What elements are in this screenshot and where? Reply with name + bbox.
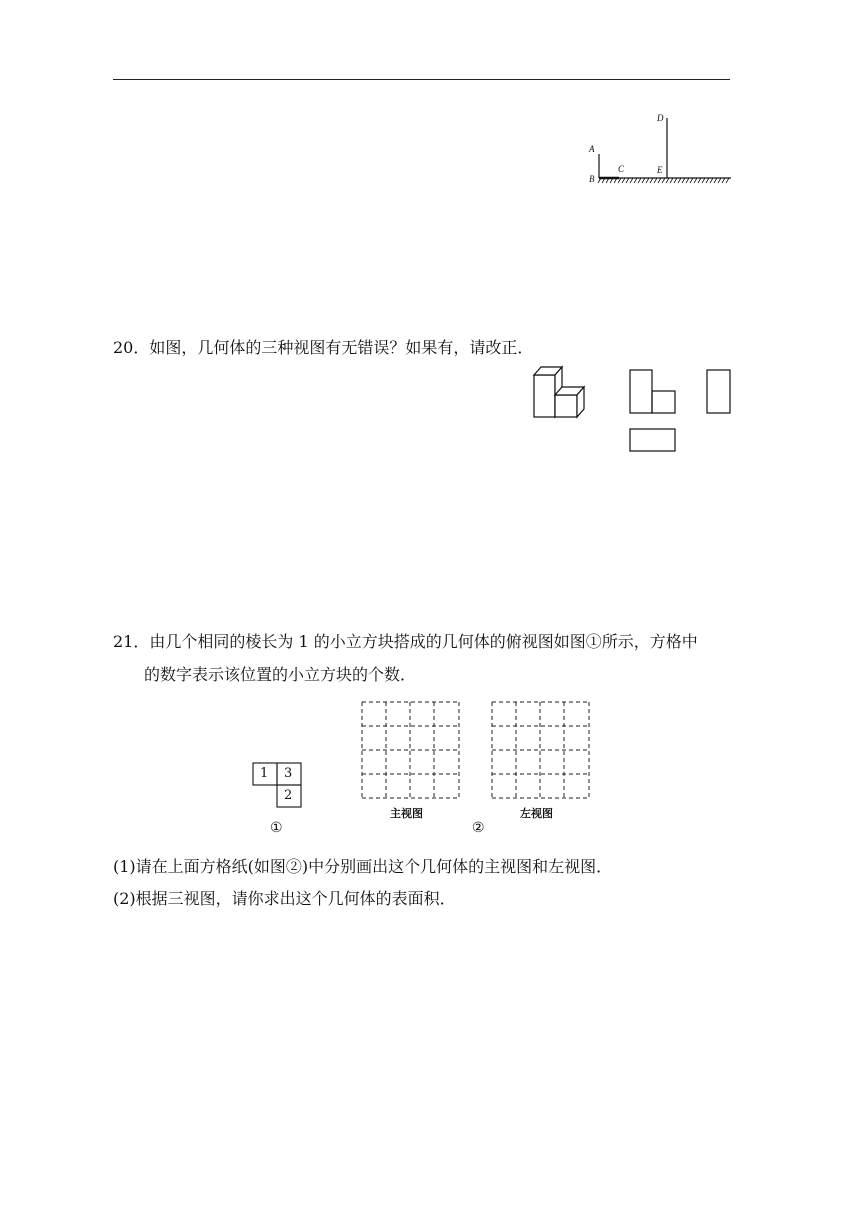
- grid-cell-1: 1: [260, 766, 269, 781]
- question-text: 如图，几何体的三种视图有无错误？如果有，请改正．: [149, 338, 534, 357]
- q20-top-view: [629, 428, 679, 454]
- question-number: 20．: [113, 338, 150, 357]
- figure-2-label: ②: [472, 820, 485, 836]
- q20-front-view: [629, 369, 679, 415]
- q20-solid-drawing: [533, 363, 593, 418]
- question-21-part-2: (2)根据三视图，请你求出这个几何体的表面积．: [113, 889, 456, 908]
- left-view-grid: [491, 701, 591, 801]
- left-view-caption: 左视图: [520, 807, 553, 820]
- label-e: E: [657, 165, 663, 175]
- header-rule: [113, 79, 730, 80]
- label-d: D: [657, 113, 664, 123]
- figure-1-label: ①: [270, 820, 283, 836]
- front-view-grid: [361, 701, 461, 801]
- question-20: [113, 338, 533, 358]
- grid-cell-3: 3: [284, 766, 293, 781]
- question-text-line1: 由几个相同的棱长为 1 的小立方块搭成的几何体的俯视图如图①所示，方格中: [149, 632, 698, 651]
- question-21-line2: 的数字表示该位置的小立方块的个数．: [144, 665, 417, 684]
- question-21-part-1: (1)请在上面方格纸(如图②)中分别画出这个几何体的主视图和左视图．: [113, 857, 613, 876]
- question-21: [113, 632, 698, 652]
- front-view-caption: 主视图: [390, 807, 423, 820]
- question-number: 21．: [113, 632, 150, 651]
- label-a: A: [589, 144, 595, 154]
- grid-cell-2: 2: [284, 788, 293, 803]
- label-b: B: [589, 174, 595, 184]
- label-c: C: [618, 164, 625, 174]
- q20-side-view: [706, 369, 732, 415]
